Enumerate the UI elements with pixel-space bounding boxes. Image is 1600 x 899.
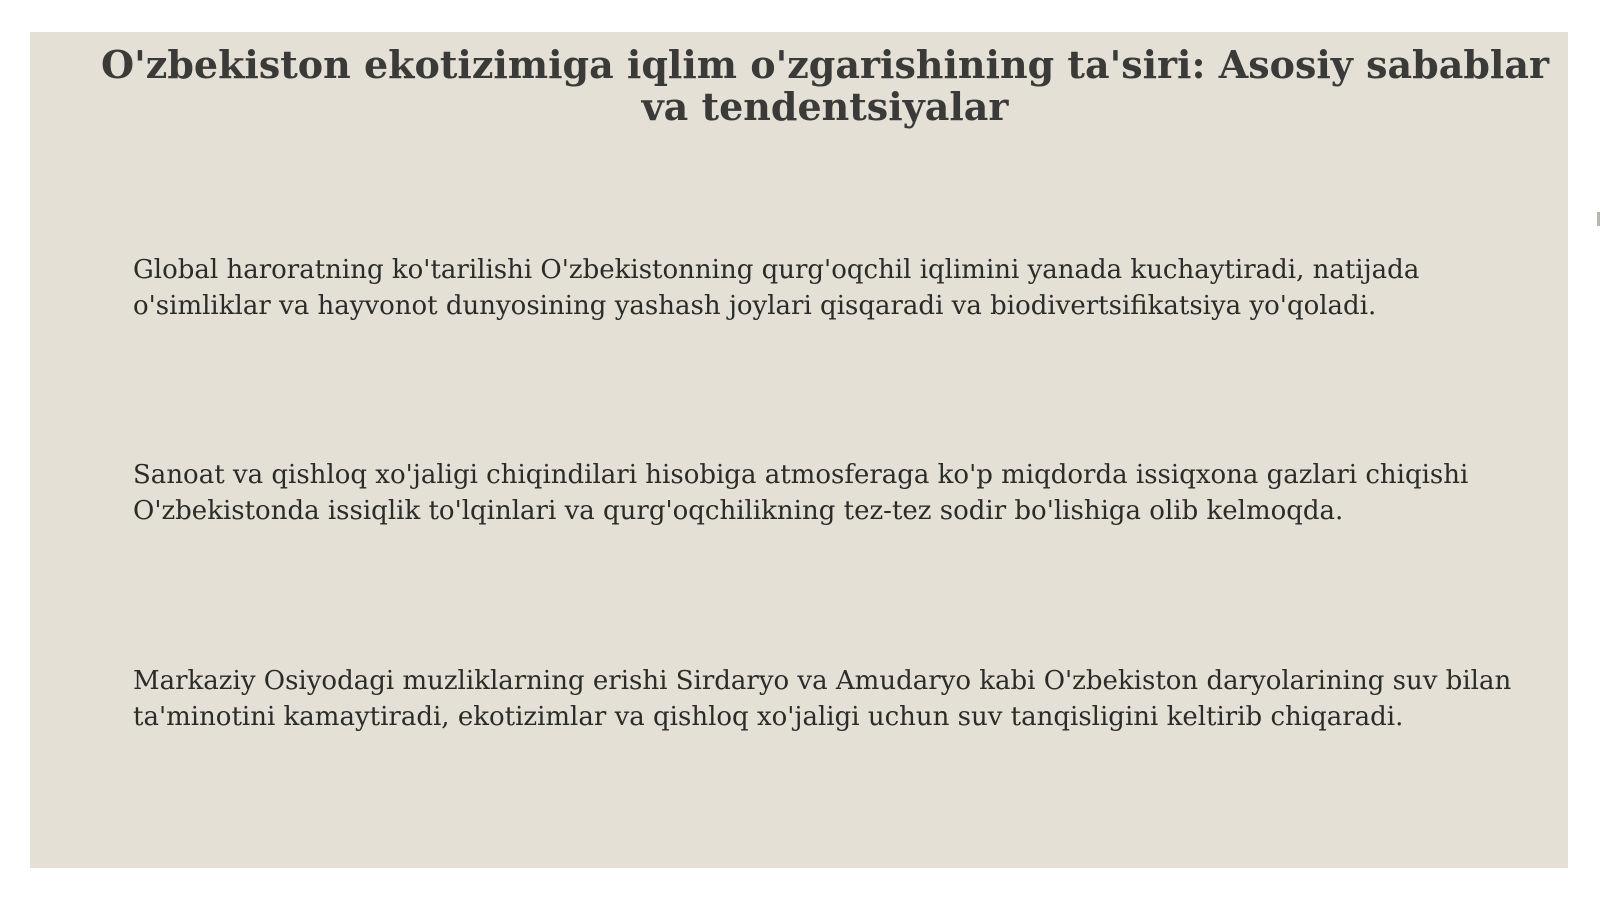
paragraph-glacier-melting: Markaziy Osiyodagi muzliklarning erishi Sirdaryo va Amudaryo kabi O'zbekiston daryolarining suv bilan ta'minotini kamaytiradi, ekotizimlar va qishloq xo'jaligi uchun suv tanqisligini keltirib chiqaradi. xyxy=(133,666,1512,732)
slide-title: O'zbekiston ekotizimiga iqlim o'zgarishining ta'siri: Asosiy sabablar va tendentsiyalar xyxy=(101,42,1549,129)
paragraph-greenhouse-gases: Sanoat va qishloq xo'jaligi chiqindilari hisobiga atmosferaga ko'p miqdorda issiqxona gazlari chiqishi O'zbekistonda issiqlik to'lqinlari va qurg'oqchilikning tez-tez sodir bo'lishiga olib kelmoqda. xyxy=(133,460,1469,526)
paragraph-global-warming: Global haroratning ko'tarilishi O'zbekistonning qurg'oqchil iqlimini yanada kuchaytiradi, natijada o'simliklar va hayvonot dunyosining yashash joylari qisqaradi va biodivertsifikatsiya yo'qoladi. xyxy=(133,255,1420,321)
slide xyxy=(30,32,1568,868)
